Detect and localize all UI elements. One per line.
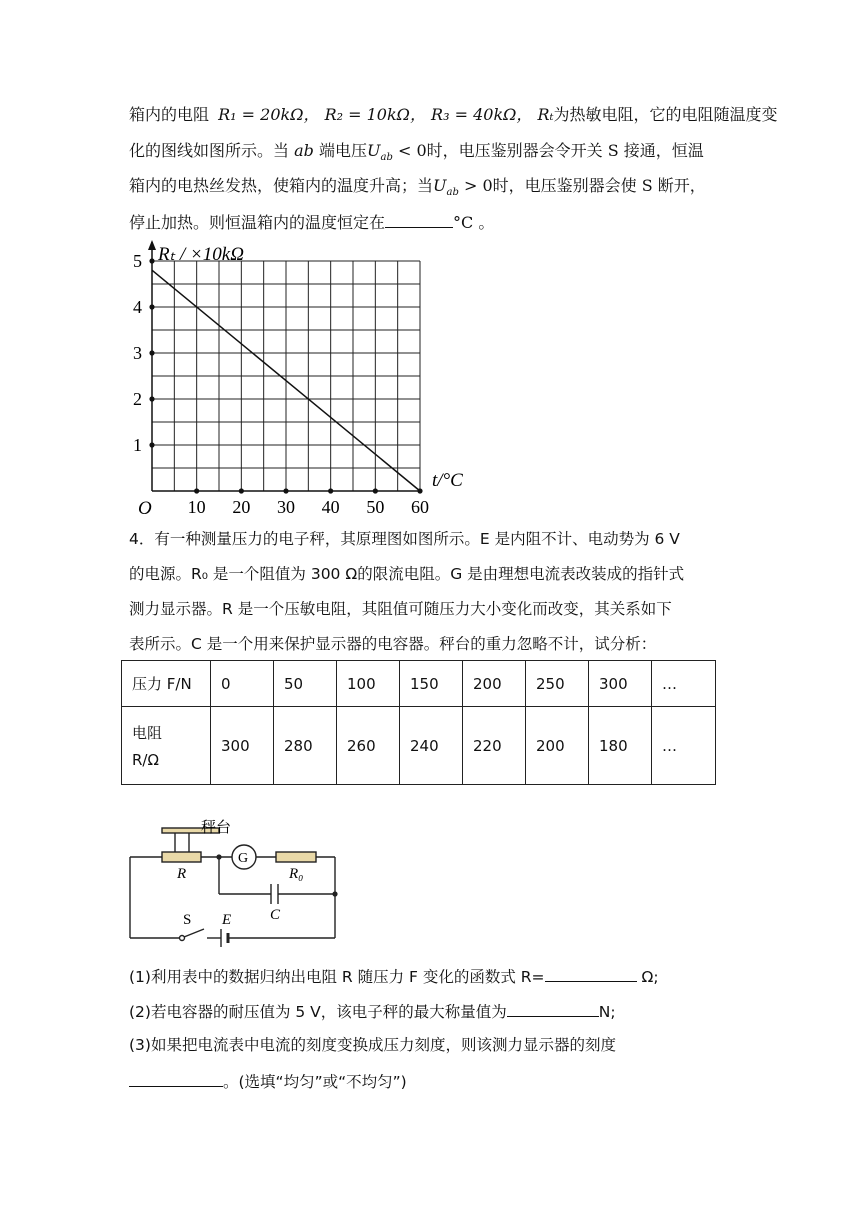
table-cell: 200 (526, 707, 589, 785)
question-text: (2)若电容器的耐压值为 5 V，该电子秤的最大称量值为 (129, 1003, 507, 1021)
y-tick-dot (149, 396, 154, 401)
r0-label: R₀ (289, 866, 304, 882)
table-cell: 280 (274, 707, 337, 785)
table-header-text: R/Ω (132, 751, 159, 769)
y-tick-dot (149, 442, 154, 447)
table-cell: … (652, 661, 716, 707)
p3-text: °C 。 (453, 213, 495, 232)
table-cell: 0 (211, 661, 274, 707)
table-cell: 240 (400, 707, 463, 785)
table-header-text: 电阻 (132, 724, 163, 742)
c-label: C (270, 907, 281, 923)
y-tick-label: 1 (133, 435, 142, 455)
p3-text: > 0时，电压鉴别器会使 S 断开， (463, 176, 706, 195)
rt-symbol: Rₜ (537, 105, 554, 124)
table-row-pressure (122, 661, 716, 707)
p3-text: 化的图线如图所示。当 (129, 141, 290, 160)
x-tick-label: 30 (277, 497, 295, 517)
table-cell: … (652, 707, 716, 785)
p3-line-1 (129, 103, 778, 127)
uab-subscript: ab (380, 152, 393, 164)
rt-vs-t-graph (120, 236, 480, 520)
pressure-resistance-table (121, 660, 716, 785)
table-row-resistance (122, 707, 716, 785)
p3-line-3 (129, 174, 706, 205)
resistor-r0 (276, 852, 316, 862)
x-tick-label: 10 (187, 497, 206, 517)
p4-line-2: 的电源。R₀ 是一个阻值为 300 Ω的限流电阻。G 是由理想电流表改装成的指针式 (129, 565, 685, 583)
x-tick-dot (239, 488, 244, 493)
x-tick-dot (194, 488, 199, 493)
switch-terminal (180, 936, 185, 941)
y-tick-dot (149, 350, 154, 355)
p3-text: 停止加热。则恒温箱内的温度恒定在 (129, 213, 386, 232)
p3-text: 端电压 (318, 141, 367, 160)
x-tick-dot (373, 488, 378, 493)
switch-s[interactable] (184, 929, 204, 937)
pressure-resistor-r (162, 852, 201, 862)
y-tick-label: 3 (133, 343, 142, 363)
r2-value: R₂ = 10kΩ， (324, 105, 426, 124)
p3-text: < 0时，电压鉴别器会令开关 S 接通，恒温 (397, 141, 704, 160)
table-header-pressure: 压力 F/N (122, 661, 211, 707)
table-cell: 180 (589, 707, 652, 785)
answer-blank-temperature[interactable] (385, 209, 453, 228)
p3-text: 箱内的电热丝发热，使箱内的温度升高；当 (129, 176, 434, 195)
question-1 (129, 963, 659, 989)
e-label: E (222, 912, 232, 928)
r1-value: R₁ = 20kΩ， (218, 105, 320, 124)
y-tick-dot (149, 304, 154, 309)
p4-line-1: 4．有一种测量压力的电子秤，其原理图如图所示。E 是内阻不计、电动势为 6 V (129, 530, 680, 548)
table-cell: 150 (400, 661, 463, 707)
question-text: Ω; (636, 968, 659, 986)
table-header-resistance (122, 707, 211, 785)
origin-label: O (138, 498, 152, 519)
p3-text: 为热敏电阻，它的电阻随温度变 (553, 105, 778, 124)
junction-dot (216, 854, 221, 859)
x-axis-label: t/°C (432, 470, 463, 491)
uab-subscript: ab (446, 187, 459, 199)
p4-line-3: 测力显示器。R 是一个压敏电阻，其阻值可随压力大小变化而改变，其关系如下 (129, 600, 672, 618)
g-label: G (238, 851, 249, 866)
p3-line-2 (129, 139, 704, 170)
y-tick-label: 5 (133, 251, 142, 271)
p4-line-4: 表所示。C 是一个用来保护显示器的电容器。秤台的重力忽略不计，试分析： (129, 635, 657, 653)
question-2 (129, 998, 616, 1024)
answer-blank-1[interactable] (545, 963, 637, 982)
y-axis-label: Rₜ / ×10kΩ (158, 244, 244, 265)
table-cell: 50 (274, 661, 337, 707)
graph-axes (148, 240, 420, 491)
answer-blank-2[interactable] (507, 998, 599, 1017)
table-cell: 300 (589, 661, 652, 707)
uab-symbol: U (433, 176, 447, 195)
y-tick-label: 2 (133, 389, 142, 409)
r-label: R (177, 866, 187, 882)
electronic-scale-circuit (125, 812, 355, 947)
r3-value: R₃ = 40kΩ， (431, 105, 533, 124)
question-text: 。(选填“均匀”或“不均匀”) (223, 1073, 407, 1091)
x-tick-dot (283, 488, 288, 493)
uab-symbol: U (367, 141, 381, 160)
y-axis-arrow (148, 240, 156, 250)
ab-symbol: ab (294, 141, 314, 160)
graph-grid (152, 261, 420, 491)
x-tick-dot (328, 488, 333, 493)
y-tick-dot (149, 258, 154, 263)
table-cell: 260 (337, 707, 400, 785)
s-label: S (183, 912, 192, 928)
p3-line-4 (129, 209, 494, 235)
table-cell: 250 (526, 661, 589, 707)
platform-label: 秤台 (201, 818, 232, 836)
table-cell: 100 (337, 661, 400, 707)
y-tick-label: 4 (133, 297, 142, 317)
question-text: N; (598, 1003, 616, 1021)
table-cell: 300 (211, 707, 274, 785)
question-3 (129, 1033, 616, 1057)
table-cell: 200 (463, 661, 526, 707)
question-3-continued (129, 1068, 407, 1094)
x-tick-label: 60 (411, 497, 429, 517)
question-text: (1)利用表中的数据归纳出电阻 R 随压力 F 变化的函数式 R= (129, 968, 545, 986)
x-tick-label: 40 (321, 497, 340, 517)
p3-text: 箱内的电阻 (129, 105, 210, 124)
answer-blank-3[interactable] (129, 1068, 223, 1087)
question-text: (3)如果把电流表中电流的刻度变换成压力刻度，则该测力显示器的刻度 (129, 1036, 616, 1054)
junction-dot (332, 891, 337, 896)
table-cell: 220 (463, 707, 526, 785)
x-tick-label: 50 (366, 497, 385, 517)
x-tick-label: 20 (232, 497, 251, 517)
